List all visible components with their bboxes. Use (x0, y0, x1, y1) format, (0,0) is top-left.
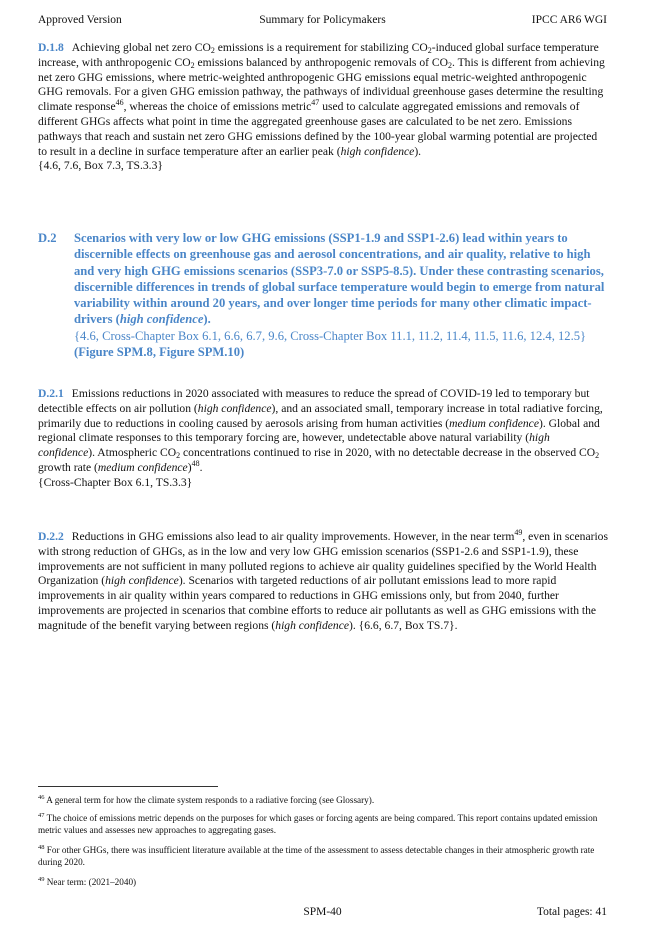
cross-references: {Cross-Chapter Box 6.1, TS.3.3} (38, 475, 193, 489)
paragraph-d-2-1: D.2.1 Emissions reductions in 2020 associated with measures to reduce the spread of COVID-19 led to temporary but detectible effects on air pollution (high confidence), and an associated small, temporary increase in total radiative forcing, primarily due to reductions in cooling caused by aerosols arising from human activities (medium confidence). Global and regional climate responses to this temporary forcing are, however, undetectable above natural variability (high confidence). Atmospheric $CO_2$ concentrations continued to rise in 2020, with no detectable decrease in the observed $CO_2$ growth rate (medium confidence)$^{48}$. {Cross-Chapter Box 6.1, TS.3.3} (38, 387, 608, 491)
header-version: Approved Version (38, 14, 122, 26)
headline-d-2 (38, 230, 608, 360)
headline-statement: Scenarios with very low or low GHG emissions (SSP1-1.9 and SSP1-2.6) lead within years to discernible effects on greenhouse gas and aerosol concentrations, and air quality, relative to high and very high GHG emissions scenarios (SSP3-7.0 or SSP5-8.5). Under these contrasting scenarios, discernible differences in trends of global surface temperature would begin to emerge from natural variability within around 20 years, and over longer time periods for many other climatic impact-drivers (high confidence). {4.6, Cross-Chapter Box 6.1, 6.6, 6.7, 9.6, Cross-Chapter Box 11.1, 11.2, 11.4, 11.5, 11.6, 12.4, 12.5} (Figure SPM.8, Figure SPM.10) (74, 231, 605, 360)
headline-tag: D.2 (38, 231, 57, 245)
total-pages: Total pages: 41 (536, 906, 607, 918)
paragraph-tag: D.2.2 (38, 530, 64, 543)
paragraph-tag: D.2.1 (38, 387, 64, 400)
footnote-ref-48[interactable]: 48 (191, 458, 200, 468)
footnote-ref-47[interactable]: 47 (311, 98, 320, 108)
header-section: Summary for Policymakers (259, 14, 386, 26)
cross-references: {4.6, Cross-Chapter Box 6.1, 6.6, 6.7, 9.6, Cross-Chapter Box 11.1, 11.2, 11.4, 11.5, 11.6, 12.4, 12.5} (74, 328, 587, 343)
footnote-49: $^{49}$ Near term: (2021–2040) (38, 876, 137, 887)
paragraph-d-1-8: D.1.8 Achieving global net zero $CO_2$ emissions is a requirement for stabilizing $CO_2$-induced global surface temperature increase, with anthropogenic $CO_2$ emissions balanced by anthropogenic removals of $CO_2$. This is different from achieving net zero GHG emissions, where metric-weighted anthropogenic GHG emissions equal metric-weighted anthropogenic GHG removals. For a given GHG emission pathway, the pathways of individual greenhouse gases determine the resulting climate response$^{46}$, whereas the choice of emissions metric$^{47}$ used to calculate aggregated emissions and removals of different GHGs affects what point in time the aggregated greenhouse gases are calculated to be net zero. Emissions pathways that reach and sustain net zero GHG emissions defined by the 100-year global warming potential are projected to result in a decline in surface temperature after an earlier peak (high confidence). {4.6, 7.6, Box 7.3, TS.3.3} (38, 41, 608, 174)
header-report: IPCC AR6 WGI (531, 14, 607, 26)
footnote-48: $^{48}$ For other GHGs, there was insufficient literature available at the time of the assessment to assess detectable changes in their atmospheric growth rate during 2020. (38, 844, 595, 867)
page-footer (38, 906, 607, 922)
paragraph-tag: D.1.8 (38, 41, 64, 54)
page-header (38, 14, 607, 30)
footnote-ref-49[interactable]: 49 (514, 528, 523, 537)
cross-references: {4.6, 7.6, Box 7.3, TS.3.3} (38, 159, 163, 173)
paragraph-d-2-2: D.2.2 Reductions in GHG emissions also lead to air quality improvements. However, in the near term$^{49}$, even in scenarios with strong reduction of GHGs, as in the low and very low GHG emission scenarios (SSP1-2.6 and SSP1-1.9), these improvements are not sufficient in many polluted regions to achieve air quality guidelines specified by the World Health Organization (high confidence). Scenarios with targeted reductions of air pollutant emissions lead to more rapid improvements in air quality within years compared to reductions in GHG emissions only, but from 2040, further improvements are projected in scenarios that combine efforts to reduce air pollutants as well as GHG emissions with the magnitude of the benefit varying between regions (high confidence). {6.6, 6.7, Box TS.7}. (38, 528, 608, 632)
footnote-46: $^{46}$ A general term for how the climate system responds to a radiative forcing (see Glossary). (38, 794, 375, 805)
footnote-ref-46[interactable]: 46 (115, 98, 124, 108)
footnote-divider (38, 786, 218, 787)
page-number: SPM-40 (303, 906, 342, 918)
figure-references[interactable]: (Figure SPM.8, Figure SPM.10) (74, 345, 245, 360)
footnote-47: $^{47}$ The choice of emissions metric depends on the purposes for which gases or forcing agents are being compared. This report contains updated emission metric values and assesses new approaches to aggregating gases. (38, 812, 598, 835)
